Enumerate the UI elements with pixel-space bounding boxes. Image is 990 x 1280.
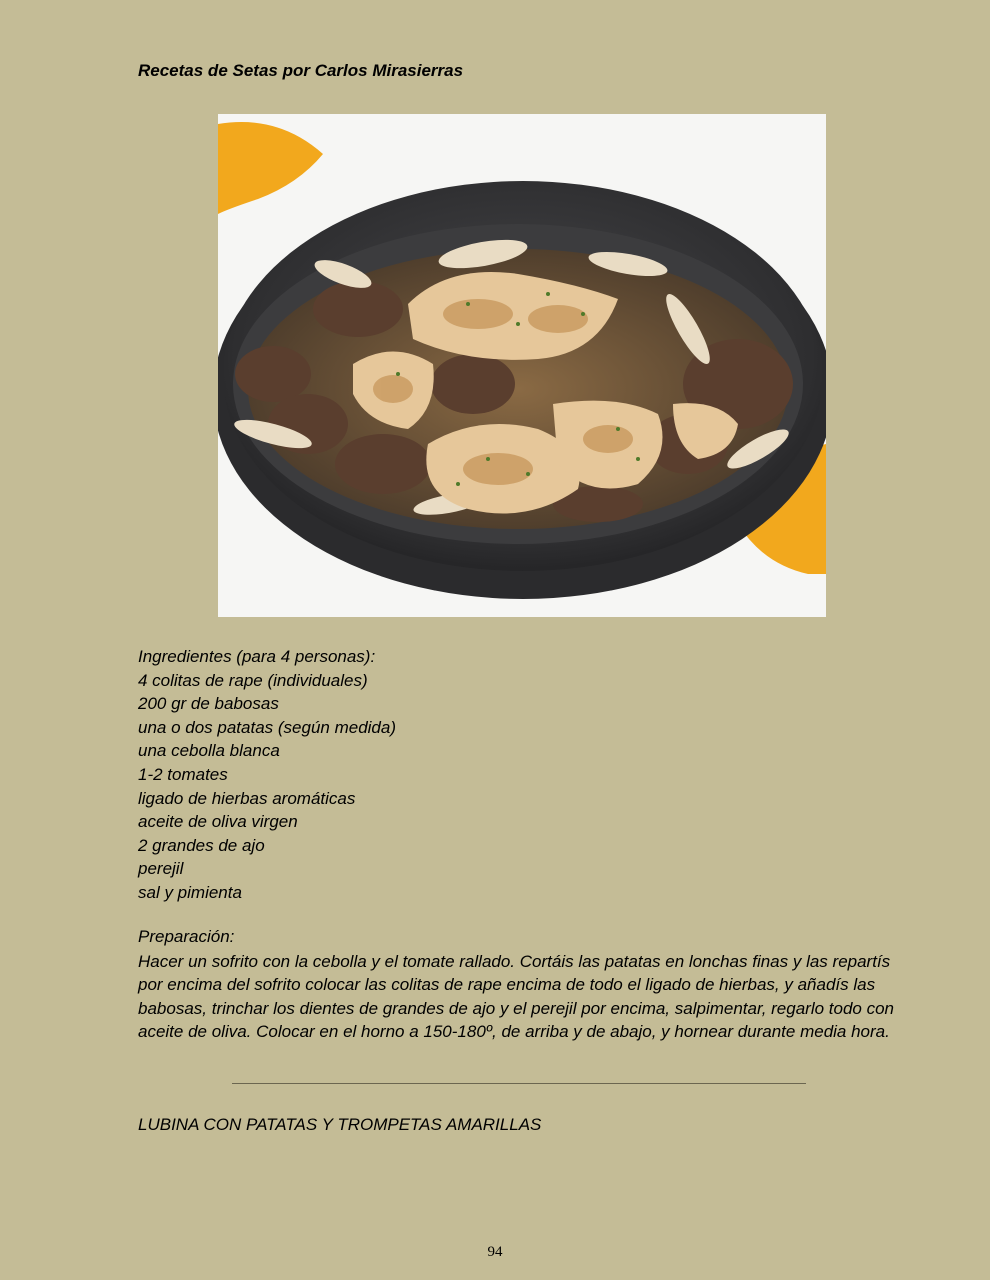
ingredients-list: [138, 645, 396, 905]
preparation-heading: Preparación:: [138, 927, 235, 946]
ingredient-item: 200 gr de babosas: [138, 694, 279, 714]
ingredient-item: una cebolla blanca: [138, 741, 280, 761]
next-recipe-title: LUBINA CON PATATAS Y TROMPETAS AMARILLAS: [138, 1115, 542, 1134]
ingredient-item: 2 grandes de ajo: [138, 835, 265, 855]
ingredient-item: una o dos patatas (según medida): [138, 717, 397, 737]
ingredient-item: ligado de hierbas aromáticas: [138, 788, 356, 808]
ingredients-heading: Ingredientes (para 4 personas):: [138, 647, 376, 666]
document-header: Recetas de Setas por Carlos Mirasierras: [138, 61, 464, 80]
page-number: 94: [487, 1244, 503, 1260]
ingredient-item: aceite de oliva virgen: [138, 812, 298, 832]
ingredient-item: 1-2 tomates: [138, 764, 228, 784]
preparation-text: Hacer un sofrito con la cebolla y el tomate rallado. Cortáis las patatas en lonchas finas y las repartís por encima del sofrito colocar las colitas de rape encima de todo el ligado de hierbas, y añadís las babosas, trinchar los dientes de grandes de ajo y el perejil por encima, salpimentar, regarlo todo con aceite de oliva. Colocar en el horno a 150-180º, de arriba y de abajo, y hornear durante media hora.: [138, 952, 894, 1042]
ingredient-item: perejil: [138, 859, 184, 879]
ingredient-item: 4 colitas de rape (individuales): [138, 670, 368, 690]
ingredient-item: sal y pimienta: [138, 882, 242, 902]
section-divider: [232, 1083, 806, 1084]
recipe-photo: [218, 114, 826, 617]
pan-with-fish-and-mushrooms-image: [218, 114, 826, 617]
